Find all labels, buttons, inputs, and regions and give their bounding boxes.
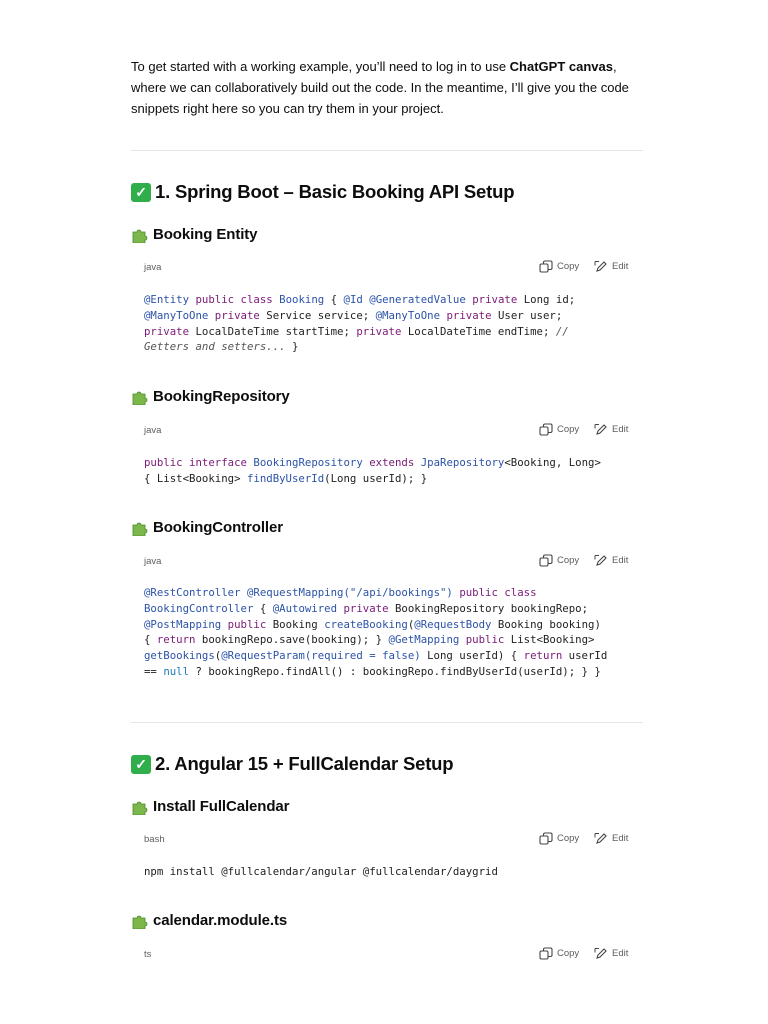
code-token: User user; bbox=[497, 308, 563, 322]
code-language-label: bash bbox=[144, 834, 165, 845]
code-block-booking-entity bbox=[144, 292, 634, 355]
puzzle-piece-icon bbox=[131, 799, 149, 815]
code-block-booking-controller bbox=[144, 585, 634, 680]
subsection-title: Booking Entity bbox=[153, 226, 258, 243]
code-token: private bbox=[446, 308, 492, 322]
code-token: public bbox=[144, 456, 183, 469]
subsection-heading-booking-controller bbox=[131, 519, 283, 536]
code-token: bookingRepo.save(booking); } bbox=[195, 633, 389, 647]
code-token: class bbox=[504, 586, 537, 599]
edit-pencil-icon bbox=[594, 554, 608, 567]
intro-text: To get started with a working example, you’ll need to log in to use bbox=[131, 59, 510, 74]
copy-button[interactable] bbox=[539, 832, 579, 845]
copy-label: Copy bbox=[557, 424, 580, 435]
edit-label: Edit bbox=[612, 424, 629, 435]
subsection-heading-booking-entity bbox=[131, 226, 257, 243]
code-token: public bbox=[459, 586, 498, 599]
edit-button[interactable] bbox=[594, 832, 628, 845]
code-token: private bbox=[356, 324, 402, 338]
code-token: @RequestMapping("/api/bookings") bbox=[246, 586, 453, 599]
puzzle-piece-icon bbox=[131, 227, 149, 243]
edit-pencil-icon bbox=[594, 832, 608, 845]
code-token: private bbox=[144, 324, 190, 338]
edit-button[interactable] bbox=[594, 554, 628, 567]
edit-label: Edit bbox=[612, 833, 629, 844]
edit-pencil-icon bbox=[594, 423, 608, 436]
copy-icon bbox=[539, 423, 553, 436]
code-token: createBooking bbox=[324, 617, 408, 631]
code-token: JpaRepository bbox=[420, 456, 505, 469]
code-token: @Autowired bbox=[272, 601, 338, 615]
copy-icon bbox=[539, 554, 553, 567]
subsection-title: Install FullCalendar bbox=[153, 798, 290, 815]
code-block-header bbox=[131, 830, 643, 852]
code-token: <Booking, Long> { List<Booking> bbox=[144, 456, 601, 485]
copy-button[interactable] bbox=[539, 260, 579, 273]
code-token: class bbox=[240, 293, 273, 306]
intro-paragraph bbox=[131, 56, 643, 119]
code-token: @PostMapping bbox=[144, 617, 222, 631]
puzzle-piece-icon bbox=[131, 913, 149, 929]
code-block-header bbox=[131, 258, 643, 280]
code-token: public bbox=[227, 617, 267, 631]
code-token: @ManyToOne bbox=[144, 308, 209, 322]
code-token: LocalDateTime endTime; bbox=[401, 324, 556, 338]
code-token: BookingRepository bookingRepo; bbox=[394, 601, 589, 615]
section-heading-text: 2. Angular 15 + FullCalendar Setup bbox=[155, 753, 454, 774]
code-token: Long userId) { bbox=[420, 649, 524, 663]
edit-label: Edit bbox=[612, 261, 629, 272]
code-block-booking-repository bbox=[144, 455, 634, 487]
code-token: { bbox=[324, 293, 344, 306]
code-language-label: java bbox=[144, 262, 162, 273]
code-token: private bbox=[472, 293, 518, 306]
code-token: Booking booking) { bbox=[144, 617, 601, 647]
copy-button[interactable] bbox=[539, 947, 579, 960]
intro-text-cont: , where we can collaboratively build out the code. In the meantime, I’ll give you the code snippets right here so you can try them in your project. bbox=[131, 59, 629, 116]
section-heading-angular bbox=[131, 753, 453, 775]
code-token: List<Booking> bbox=[510, 633, 595, 647]
code-token: @GetMapping bbox=[388, 633, 460, 647]
code-token: Long id; bbox=[523, 293, 576, 306]
code-language-label: ts bbox=[144, 949, 152, 960]
subsection-title: BookingRepository bbox=[153, 388, 290, 405]
edit-button[interactable] bbox=[594, 947, 628, 960]
code-token: @Id bbox=[343, 293, 363, 306]
check-mark-icon: ✓ bbox=[131, 183, 151, 202]
code-token: // Getters and setters... bbox=[144, 324, 569, 354]
puzzle-piece-icon bbox=[131, 389, 149, 405]
edit-pencil-icon bbox=[594, 947, 608, 960]
code-token: userId == bbox=[144, 649, 608, 678]
code-token: @RequestBody bbox=[414, 617, 492, 631]
code-block-install-fullcalendar bbox=[144, 864, 634, 880]
code-token: interface bbox=[189, 456, 247, 469]
code-token: } bbox=[285, 340, 299, 354]
code-token: public bbox=[195, 293, 235, 306]
code-language-label: java bbox=[144, 425, 162, 436]
code-token: @RequestParam(required = false) bbox=[221, 649, 421, 663]
copy-button[interactable] bbox=[539, 554, 579, 567]
section-heading-text: 1. Spring Boot – Basic Booking API Setup bbox=[155, 181, 515, 202]
code-token: @ManyToOne bbox=[375, 308, 441, 322]
copy-icon bbox=[539, 947, 553, 960]
code-token: @Entity bbox=[144, 293, 190, 306]
code-token: getBookings bbox=[144, 649, 215, 663]
code-token: BookingController bbox=[144, 601, 254, 615]
code-token: BookingRepository bbox=[253, 456, 363, 469]
copy-label: Copy bbox=[557, 555, 580, 566]
section-heading-spring bbox=[131, 181, 514, 203]
edit-button[interactable] bbox=[594, 423, 628, 436]
code-token: findByUserId bbox=[246, 471, 325, 485]
copy-label: Copy bbox=[557, 948, 580, 959]
code-token: LocalDateTime startTime; bbox=[189, 324, 357, 338]
copy-label: Copy bbox=[557, 261, 580, 272]
code-token: null bbox=[163, 664, 190, 678]
subsection-heading-booking-repository bbox=[131, 388, 290, 405]
code-language-label: java bbox=[144, 556, 162, 567]
code-token: Service service; bbox=[259, 308, 376, 322]
section-divider bbox=[131, 722, 643, 723]
code-token: { bbox=[253, 601, 273, 615]
code-token: ? bookingRepo.findAll() : bookingRepo.findByUserId(userId); } } bbox=[189, 664, 601, 678]
edit-label: Edit bbox=[612, 555, 629, 566]
copy-label: Copy bbox=[557, 833, 580, 844]
code-token: Booking bbox=[279, 293, 325, 306]
edit-label: Edit bbox=[612, 948, 629, 959]
edit-button[interactable] bbox=[594, 260, 628, 273]
check-mark-icon: ✓ bbox=[131, 755, 151, 774]
code-token: @RestController bbox=[144, 586, 241, 599]
code-token: npm install @fullcalendar/angular @fullcalendar/daygrid bbox=[144, 865, 498, 878]
code-token: private bbox=[214, 308, 260, 322]
code-block-header bbox=[131, 945, 643, 967]
code-token: private bbox=[343, 601, 389, 615]
subsection-title: BookingController bbox=[153, 519, 283, 536]
code-token: return bbox=[523, 649, 563, 663]
subsection-title: calendar.module.ts bbox=[153, 912, 288, 929]
edit-pencil-icon bbox=[594, 260, 608, 273]
code-token: ( bbox=[214, 649, 222, 663]
code-block-header bbox=[131, 421, 643, 443]
chatgpt-canvas-link[interactable]: ChatGPT canvas bbox=[509, 59, 613, 74]
puzzle-piece-icon bbox=[131, 520, 149, 536]
copy-icon bbox=[539, 832, 553, 845]
copy-button[interactable] bbox=[539, 423, 579, 436]
code-block-header bbox=[131, 552, 643, 574]
code-token: public bbox=[465, 633, 505, 647]
code-token: extends bbox=[369, 456, 415, 469]
code-token: Booking bbox=[266, 617, 325, 631]
copy-icon bbox=[539, 260, 553, 273]
subsection-heading-install-fullcalendar bbox=[131, 798, 289, 815]
code-token: @GeneratedValue bbox=[369, 293, 466, 306]
subsection-heading-calendar-module bbox=[131, 912, 287, 929]
code-token: (Long userId); } bbox=[324, 471, 428, 485]
code-token: ( bbox=[407, 617, 415, 631]
section-divider bbox=[131, 150, 643, 151]
code-token: return bbox=[156, 633, 196, 647]
